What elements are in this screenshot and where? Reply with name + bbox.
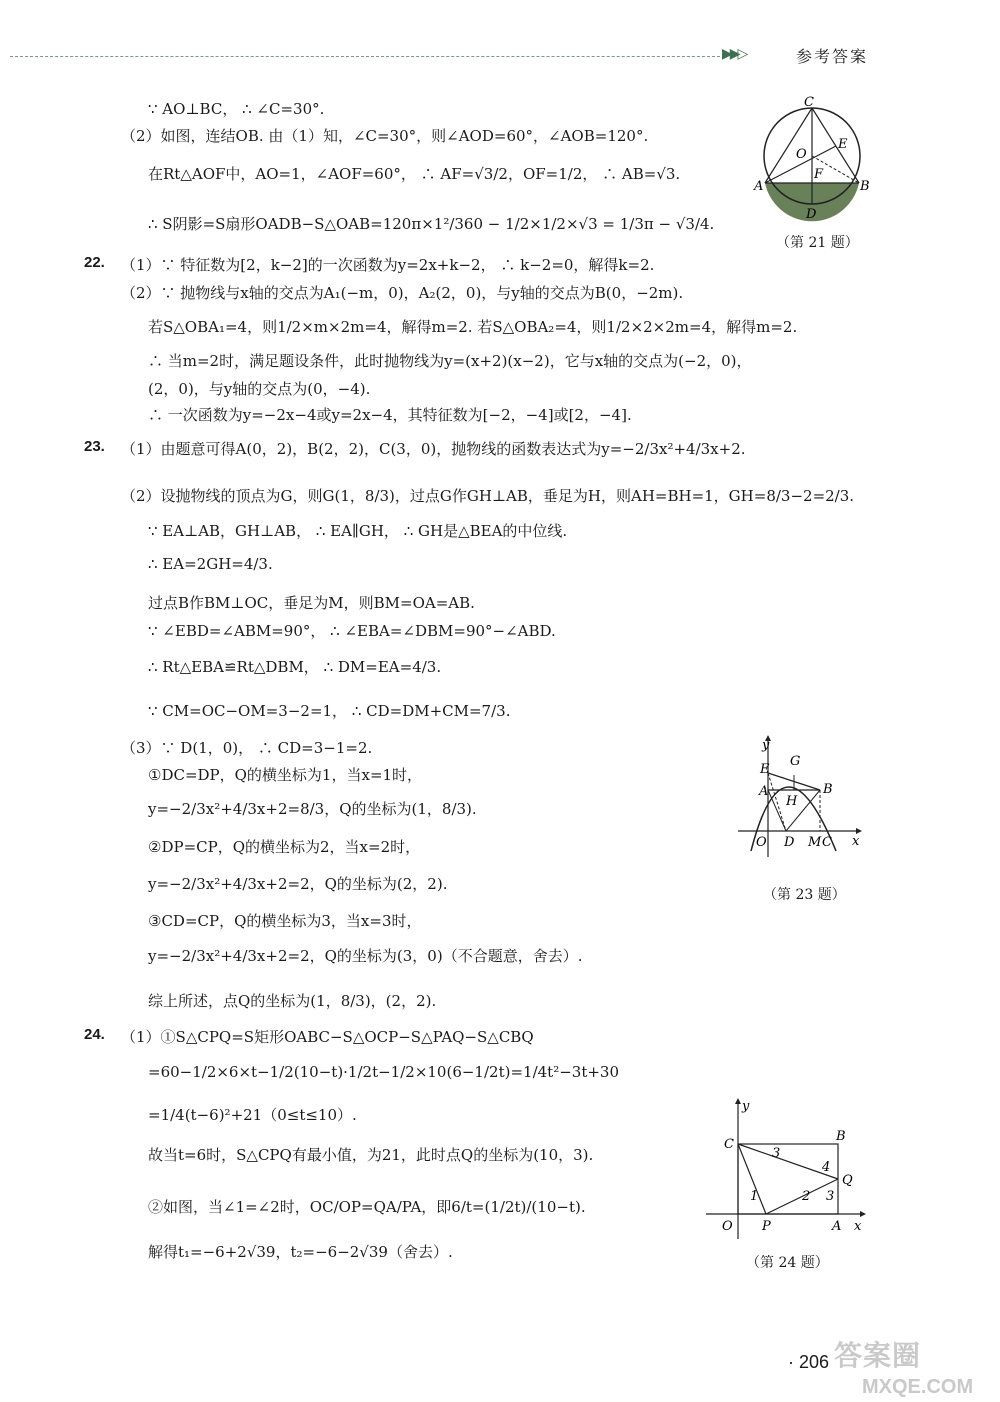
text-line: ∴ 一次函数为y=−2x−4或y=2x−4，其特征数为[−2，−4]或[2，−4]. <box>148 406 632 424</box>
caption-fig23: （第 23 题） <box>763 887 846 903</box>
text-line: y=−2/3x²+4/3x+2=2，Q的坐标为(3，0)（不合题意，舍去）. <box>148 947 583 965</box>
label-g: G <box>790 754 801 769</box>
label-b: B <box>836 1129 846 1144</box>
label-o: O <box>756 835 767 850</box>
label-y: y <box>742 1099 750 1114</box>
watermark-logo: 答案圈 <box>834 1340 922 1371</box>
label-q: Q <box>842 1173 853 1188</box>
text-line: =60−1/2×6×t−1/2(10−t)·1/2t−1/2×10(6−1/2t)=1/4t²−3t+30 <box>148 1063 619 1081</box>
text-line: ∴ Rt△EBA≌Rt△DBM， ∴ DM=EA=4/3. <box>148 658 442 676</box>
text-line: 综上所述，点Q的坐标为(1，8/3)，(2，2). <box>148 992 437 1010</box>
label-d: D <box>806 207 817 222</box>
text-line: ②如图，当∠1=∠2时，OC/OP=QA/PA，即6/t=(1/2t)/(10−t). <box>148 1198 586 1216</box>
text-line: 故当t=6时，S△CPQ有最小值，为21，此时点Q的坐标为(10，3). <box>148 1146 594 1164</box>
text-line: 过点B作BM⊥OC，垂足为M，则BM=OA=AB. <box>148 594 475 612</box>
header-arrows: ▶▶▷ <box>722 46 746 62</box>
label-e: E <box>760 762 770 777</box>
label-x: x <box>854 1219 862 1234</box>
segment-ed <box>768 773 786 831</box>
text-line: （2）设抛物线的顶点为G，则G(1，8/3)，过点G作GH⊥AB，垂足为H，则AH=BH=1，GH=8/3−2=2/3. <box>121 487 855 505</box>
angle-label-4: 4 <box>822 1160 831 1175</box>
x-axis-arrow <box>860 1211 866 1217</box>
text-line: ∵ EA⊥AB，GH⊥AB， ∴ EA∥GH， ∴ GH是△BEA的中位线. <box>148 522 568 540</box>
caption-fig24: （第 24 题） <box>746 1255 829 1271</box>
label-p: P <box>762 1219 771 1234</box>
text-line: （1）由题意可得A(0，2)，B(2，2)，C(3，0)，抛物线的函数表达式为y=−2/3x²+4/3x+2. <box>121 440 746 458</box>
label-c: C <box>804 96 814 110</box>
text-line: （1）∵ 特征数为[2，k−2]的一次函数为y=2x+k−2， ∴ k−2=0，解得k=2. <box>121 256 655 274</box>
caption-fig21: （第 21 题） <box>776 235 859 251</box>
text-line: （2）如图，连结OB. 由（1）知，∠C=30°，则∠AOD=60°，∠AOB=120°. <box>121 127 649 145</box>
label-c: C <box>724 1137 734 1152</box>
label-b: B <box>860 179 870 194</box>
label-a: A <box>832 1219 842 1234</box>
text-line: （2）∵ 抛物线与x轴的交点为A₁(−m，0)，A₂(2，0)，与y轴的交点为B(0，−2m). <box>121 284 684 302</box>
angle-label-3: 3 <box>772 1146 781 1161</box>
label-f: F <box>814 167 824 182</box>
text-line: ∴ 当m=2时，满足题设条件，此时抛物线为y=(x+2)(x−2)，它与x轴的交点为(−2，0)， <box>148 352 752 370</box>
text-line: (2，0)，与y轴的交点为(0，−4). <box>148 380 371 398</box>
label-m: M <box>808 835 822 850</box>
angle-label-3b: 3 <box>826 1189 835 1204</box>
figure-24 <box>704 1094 874 1244</box>
label-o: O <box>796 147 807 162</box>
label-h: H <box>786 794 798 809</box>
angle-label-2: 2 <box>802 1189 811 1204</box>
text-line: =1/4(t−6)²+21（0≤t≤10）. <box>148 1106 357 1124</box>
text-line: ③CD=CP，Q的横坐标为3，当x=3时， <box>148 912 422 930</box>
label-b: B <box>823 782 833 797</box>
header-title: 参考答案 <box>796 47 869 66</box>
segment-ad <box>768 790 786 831</box>
text-line: 在Rt△AOF中，AO=1，∠AOF=60°， ∴ AF=√3/2，OF=1/2， ∴ AB=√3. <box>148 165 681 183</box>
text-line: 解得t₁=−6+2√39，t₂=−6−2√39（舍去）. <box>148 1243 453 1261</box>
text-line: ②DP=CP，Q的横坐标为2，当x=2时， <box>148 838 421 856</box>
text-line: 若S△OBA₁=4，则1/2×m×2m=4，解得m=2. 若S△OBA₂=4，则1/2×2×2m=4，解得m=2. <box>148 318 798 336</box>
text-line: （1）①S△CPQ=S矩形OABC−S△OCP−S△PAQ−S△CBQ <box>121 1028 534 1046</box>
text-line: ∵ ∠EBD=∠ABM=90°， ∴ ∠EBA=∠DBM=90°−∠ABD. <box>148 622 556 640</box>
question-number: 24. <box>84 1026 105 1043</box>
text-line: ∴ EA=2GH=4/3. <box>148 555 273 573</box>
label-y: y <box>762 738 770 753</box>
label-d: D <box>784 835 795 850</box>
figure-23 <box>734 733 874 858</box>
segment-ca <box>765 108 812 183</box>
angle-label-1: 1 <box>750 1189 759 1204</box>
text-line: （3）∵ D(1，0)， ∴ CD=3−1=2. <box>121 739 373 757</box>
question-number: 22. <box>84 254 105 271</box>
y-axis-arrow <box>735 1098 741 1104</box>
text-line: ∵ CM=OC−OM=3−2=1， ∴ CD=DM+CM=7/3. <box>148 702 511 720</box>
text-line: y=−2/3x²+4/3x+2=8/3，Q的坐标为(1，8/3). <box>148 800 477 818</box>
label-e: E <box>838 137 848 152</box>
label-a: A <box>759 784 769 799</box>
label-x: x <box>852 834 860 849</box>
watermark-url: MXQE.COM <box>862 1376 974 1398</box>
label-a: A <box>754 179 764 194</box>
label-c: C <box>822 835 832 850</box>
figure-21 <box>752 96 872 231</box>
text-line: ①DC=DP，Q的横坐标为1，当x=1时， <box>148 766 423 784</box>
text-line: y=−2/3x²+4/3x+2=2，Q的坐标为(2，2). <box>148 875 448 893</box>
question-number: 23. <box>84 438 105 455</box>
text-line: ∴ S阴影=S扇形OADB−S△OAB=120π×1²/360 − 1/2×1/2×√3 = 1/3π − √3/4. <box>148 215 715 233</box>
text-line: ∵ AO⊥BC， ∴ ∠C=30°. <box>148 100 325 118</box>
header-rule <box>10 56 725 57</box>
label-o: O <box>722 1219 733 1234</box>
page-number: · 206 <box>788 1352 830 1372</box>
